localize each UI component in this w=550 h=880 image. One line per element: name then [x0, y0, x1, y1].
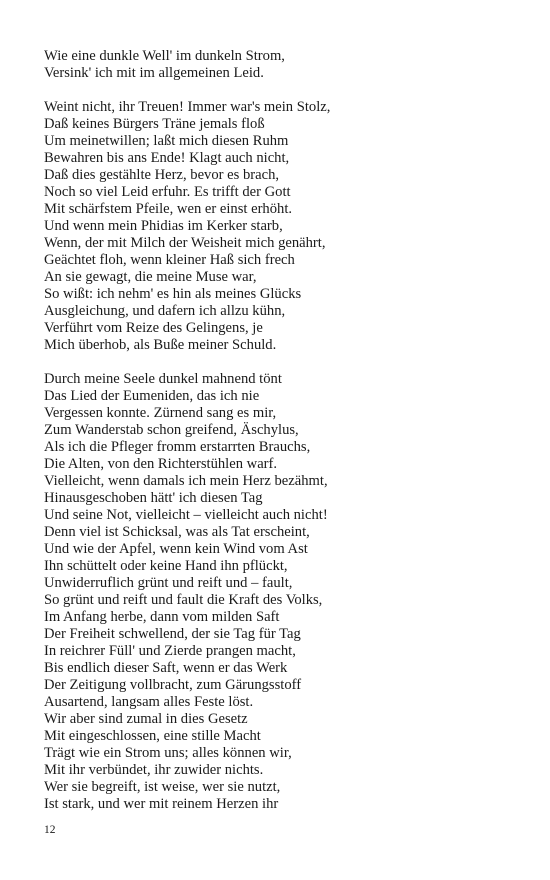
- verse-line: Noch so viel Leid erfuhr. Es trifft der Gott: [44, 184, 291, 200]
- verse-line: Als ich die Pfleger fromm erstarrten Brauchs,: [44, 439, 311, 455]
- verse-line: Vergessen konnte. Zürnend sang es mir,: [44, 405, 277, 421]
- verse-line: Trägt wie ein Strom uns; alles können wir,: [44, 745, 292, 761]
- verse-line: Wer sie begreift, ist weise, wer sie nutzt,: [44, 779, 281, 795]
- stanza-3: [44, 371, 524, 813]
- verse-line: Daß dies gestählte Herz, bevor es brach,: [44, 167, 280, 183]
- verse-line: Bewahren bis ans Ende! Klagt auch nicht,: [44, 150, 290, 166]
- verse-line: Wie eine dunkle Well' im dunkeln Strom,: [44, 48, 285, 64]
- verse-line: Mit schärfstem Pfeile, wen er einst erhöht.: [44, 201, 293, 217]
- verse-line: Daß keines Bürgers Träne jemals floß: [44, 116, 265, 132]
- verse-line: Und wenn mein Phidias im Kerker starb,: [44, 218, 283, 234]
- verse-line: Im Anfang herbe, dann vom milden Saft: [44, 609, 280, 625]
- verse-line: Der Freiheit schwellend, der sie Tag für Tag: [44, 626, 301, 642]
- verse-line: Bis endlich dieser Saft, wenn er das Werk: [44, 660, 288, 676]
- verse-line: Vielleicht, wenn damals ich mein Herz bezähmt,: [44, 473, 328, 489]
- verse-line: In reichrer Füll' und Zierde prangen macht,: [44, 643, 296, 659]
- verse-line: Und seine Not, vielleicht – vielleicht auch nicht!: [44, 507, 328, 523]
- verse-line: So grünt und reift und fault die Kraft des Volks,: [44, 592, 323, 608]
- verse-line: Durch meine Seele dunkel mahnend tönt: [44, 371, 282, 387]
- verse-line: Zum Wanderstab schon greifend, Äschylus,: [44, 422, 299, 438]
- stanza-1: [44, 48, 524, 82]
- verse-line: Mit eingeschlossen, eine stille Macht: [44, 728, 261, 744]
- verse-line: Unwiderruflich grünt und reift und – fault,: [44, 575, 293, 591]
- verse-line: Versink' ich mit im allgemeinen Leid.: [44, 65, 264, 81]
- verse-line: Weint nicht, ihr Treuen! Immer war's mein Stolz,: [44, 99, 331, 115]
- verse-line: Wenn, der mit Milch der Weisheit mich genährt,: [44, 235, 326, 251]
- verse-line: Ausgleichung, und dafern ich allzu kühn,: [44, 303, 286, 319]
- page-number: 12: [44, 824, 56, 836]
- verse-line: An sie gewagt, die meine Muse war,: [44, 269, 257, 285]
- verse-line: Wir aber sind zumal in dies Gesetz: [44, 711, 248, 727]
- verse-line: Die Alten, von den Richterstühlen warf.: [44, 456, 278, 472]
- verse-line: Hinausgeschoben hätt' ich diesen Tag: [44, 490, 263, 506]
- verse-line: Ist stark, und wer mit reinem Herzen ihr: [44, 796, 279, 812]
- stanza-2: [44, 99, 524, 354]
- verse-line: So wißt: ich nehm' es hin als meines Glücks: [44, 286, 302, 302]
- verse-line: Ihn schüttelt oder keine Hand ihn pflückt,: [44, 558, 288, 574]
- verse-line: Mich überhob, als Buße meiner Schuld.: [44, 337, 277, 353]
- verse-line: Um meinetwillen; laßt mich diesen Ruhm: [44, 133, 289, 149]
- verse-line: Und wie der Apfel, wenn kein Wind vom Ast: [44, 541, 308, 557]
- verse-line: Das Lied der Eumeniden, das ich nie: [44, 388, 260, 404]
- poem-text: [44, 48, 524, 813]
- verse-line: Verführt vom Reize des Gelingens, je: [44, 320, 263, 336]
- verse-line: Geächtet floh, wenn kleiner Haß sich frech: [44, 252, 295, 268]
- verse-line: Denn viel ist Schicksal, was als Tat erscheint,: [44, 524, 310, 540]
- verse-line: Ausartend, langsam alles Feste löst.: [44, 694, 254, 710]
- verse-line: Der Zeitigung vollbracht, zum Gärungsstoff: [44, 677, 302, 693]
- verse-line: Mit ihr verbündet, ihr zuwider nichts.: [44, 762, 264, 778]
